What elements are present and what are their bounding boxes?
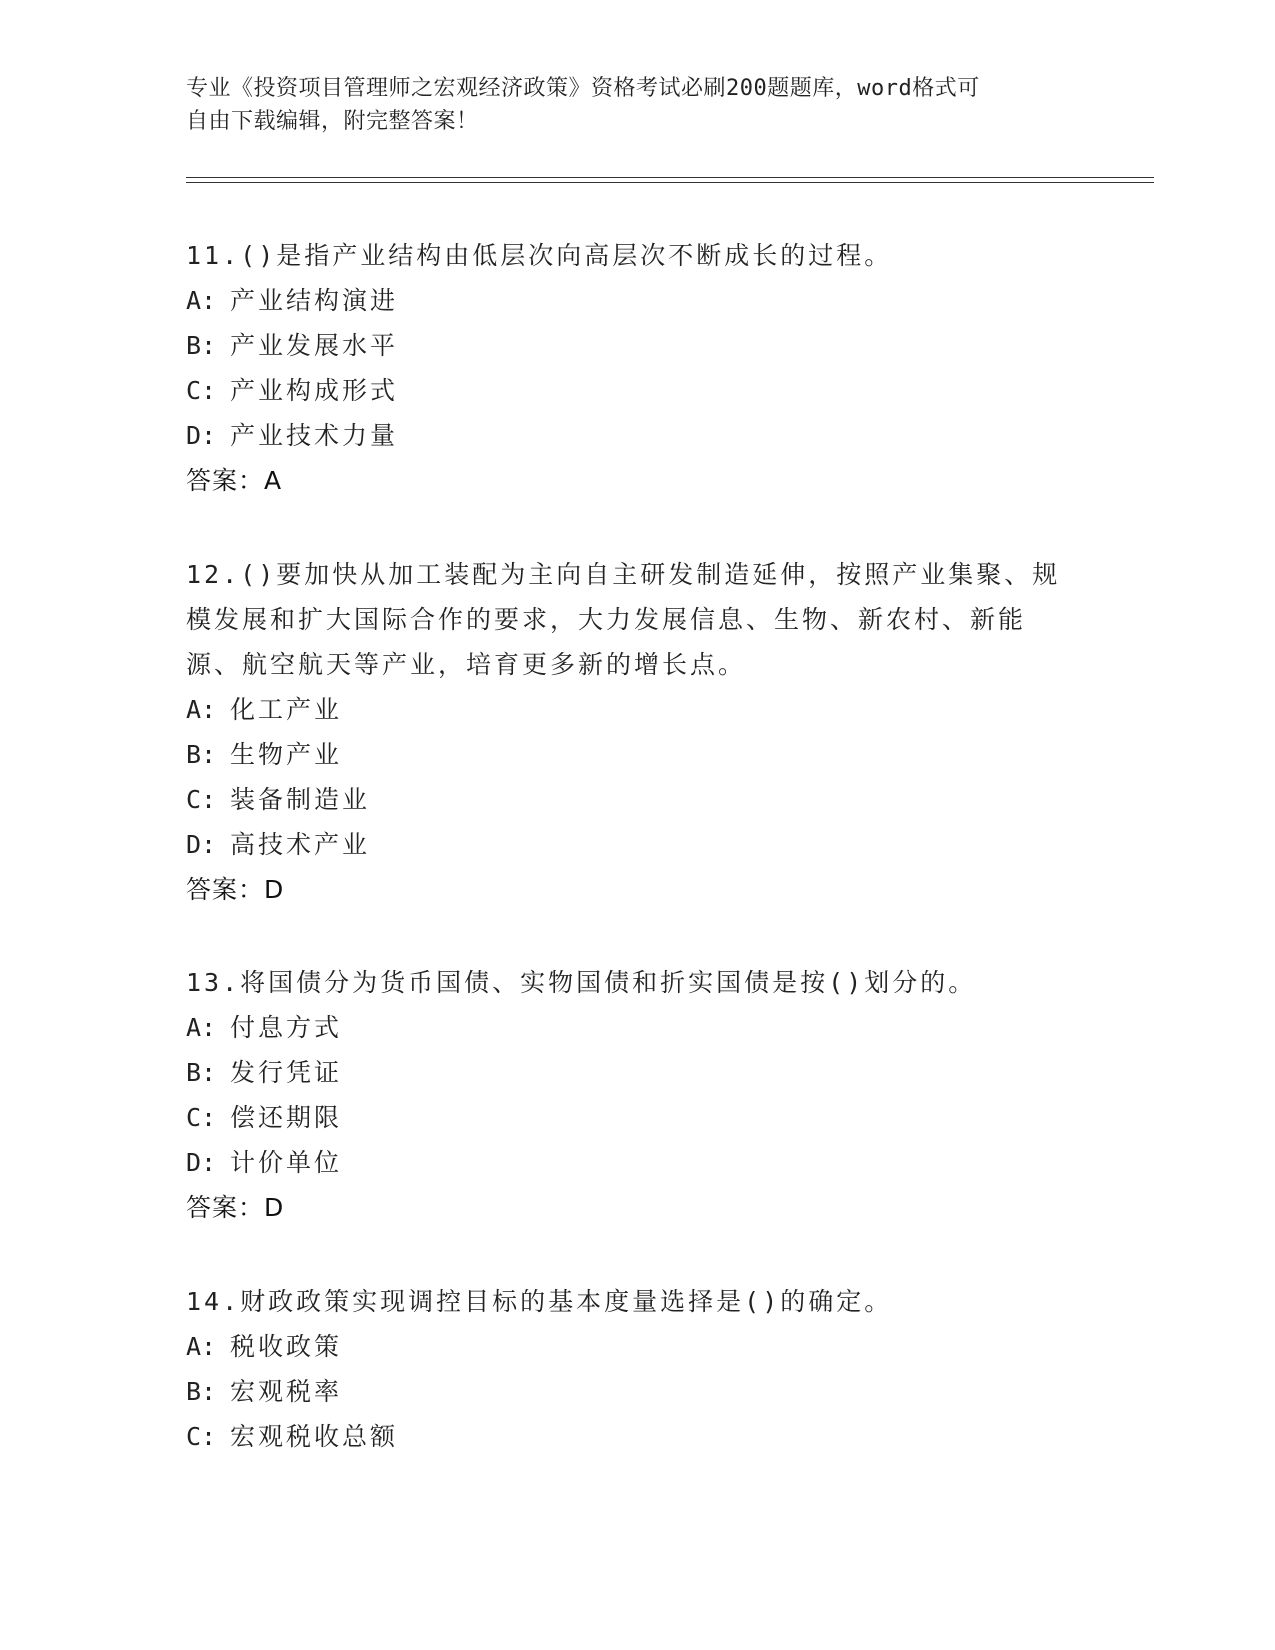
option-text: 产业技术力量 [230, 421, 399, 450]
option-text: 计价单位 [230, 1148, 343, 1177]
option-text: 宏观税率 [230, 1377, 343, 1406]
option-c [186, 1095, 1066, 1140]
option-letter: C: [186, 376, 217, 405]
option-b [186, 323, 1066, 368]
option-a [186, 687, 1066, 732]
option-letter: B: [186, 1058, 217, 1087]
question-stem-line-3: 源、航空航天等产业，培育更多新的增长点。 [186, 650, 747, 679]
option-c [186, 368, 1066, 413]
option-text: 付息方式 [230, 1013, 343, 1042]
option-d [186, 413, 1066, 458]
option-text: 产业发展水平 [230, 331, 399, 360]
option-letter: A: [186, 286, 217, 315]
option-text: 宏观税收总额 [230, 1422, 399, 1451]
option-letter: C: [186, 1422, 217, 1451]
answer-line: 答案：D [186, 875, 285, 904]
question-12 [186, 552, 1066, 912]
document-header [186, 72, 1066, 138]
option-b [186, 1369, 1066, 1414]
option-c [186, 777, 1066, 822]
question-stem: 14.财政政策实现调控目标的基本度量选择是()的确定。 [186, 1287, 893, 1316]
header-line-1: 专业《投资项目管理师之宏观经济政策》资格考试必刷200题题库，word格式可 [186, 76, 980, 101]
option-a [186, 1324, 1066, 1369]
answer-line: 答案：A [186, 466, 283, 495]
question-stem: 11.()是指产业结构由低层次向高层次不断成长的过程。 [186, 241, 893, 270]
option-letter: A: [186, 1332, 217, 1361]
option-b [186, 1050, 1066, 1095]
question-stem-line-2: 模发展和扩大国际合作的要求，大力发展信息、生物、新农村、新能 [186, 605, 1027, 634]
option-text: 偿还期限 [230, 1103, 343, 1132]
option-letter: B: [186, 740, 217, 769]
option-d [186, 822, 1066, 867]
option-c [186, 1414, 1066, 1459]
question-13 [186, 960, 1066, 1230]
option-letter: A: [186, 695, 217, 724]
option-a [186, 278, 1066, 323]
option-text: 生物产业 [230, 740, 343, 769]
option-a [186, 1005, 1066, 1050]
option-letter: D: [186, 1148, 217, 1177]
question-stem-line-1: 12.()要加快从加工装配为主向自主研发制造延伸，按照产业集聚、规 [186, 560, 1061, 589]
option-letter: A: [186, 1013, 217, 1042]
option-text: 装备制造业 [230, 785, 371, 814]
header-divider-bottom [186, 182, 1154, 183]
answer-line: 答案：D [186, 1193, 285, 1222]
option-b [186, 732, 1066, 777]
option-letter: D: [186, 421, 217, 450]
header-divider-top [186, 177, 1154, 178]
option-text: 化工产业 [230, 695, 343, 724]
option-letter: B: [186, 331, 217, 360]
option-text: 高技术产业 [230, 830, 371, 859]
option-text: 产业构成形式 [230, 376, 399, 405]
question-stem: 13.将国债分为货币国债、实物国债和折实国债是按()划分的。 [186, 968, 977, 997]
option-letter: C: [186, 785, 217, 814]
header-line-2: 自由下载编辑，附完整答案！ [186, 109, 479, 134]
option-d [186, 1140, 1066, 1185]
option-text: 产业结构演进 [230, 286, 399, 315]
option-letter: B: [186, 1377, 217, 1406]
option-letter: C: [186, 1103, 217, 1132]
option-text: 发行凭证 [230, 1058, 343, 1087]
option-text: 税收政策 [230, 1332, 343, 1361]
option-letter: D: [186, 830, 217, 859]
question-14 [186, 1279, 1066, 1459]
question-11 [186, 233, 1066, 503]
